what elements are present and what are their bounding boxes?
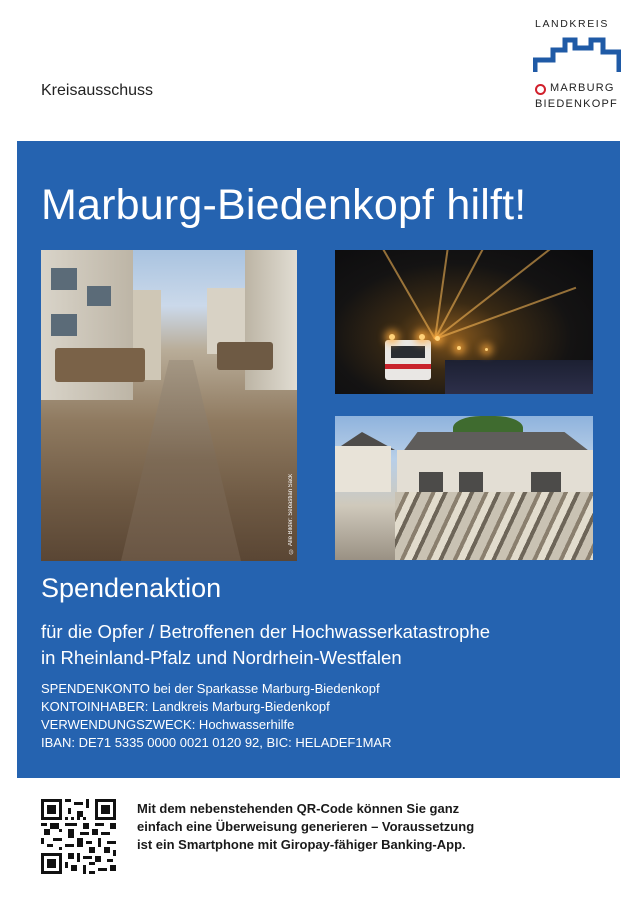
campaign-subtitle (41, 619, 490, 671)
muddy-road (121, 360, 241, 561)
account-holder-line: KONTOINHABER: Landkreis Marburg-Biedenkopf (41, 699, 330, 714)
photo-flooded-street (41, 250, 297, 561)
logo-line-biedenkopf: BIEDENKOPF (535, 98, 618, 110)
qr-instruction-line: ist ein Smartphone mit Giropay-fähiger Banking-App. (137, 837, 466, 852)
iban-line: IBAN: DE71 5335 0000 0021 0120 92, BIC: HELADEF1MAR (41, 735, 392, 750)
vehicle-light (457, 346, 461, 350)
debris-pile (55, 348, 145, 382)
bank-details (41, 680, 391, 752)
qr-instruction-line: einfach eine Überweisung generieren – Voraussetzung (137, 819, 475, 834)
subtitle-line: für die Opfer / Betroffenen der Hochwasserkatastrophe (41, 621, 491, 642)
rescue-van (385, 340, 431, 380)
campaign-title: Spendenaktion (41, 573, 222, 603)
campaign-panel (17, 141, 620, 778)
vehicle-light (435, 336, 440, 341)
logo-line-landkreis: LANDKREIS (535, 18, 609, 30)
window (51, 314, 77, 336)
house-left (335, 446, 391, 492)
photo-night-rescue (335, 250, 593, 394)
logo-ring-icon (535, 84, 546, 95)
photo-damaged-house (335, 416, 593, 560)
vehicle-light (389, 334, 395, 340)
photo-credit: © Alle Bilder: Sebastian Sack (288, 473, 294, 553)
bank-account-line: SPENDENKONTO bei der Sparkasse Marburg-Biedenkopf (41, 681, 380, 696)
window (87, 286, 111, 306)
qr-instruction-line: Mit dem nebenstehenden QR-Code können Sie ganz (137, 801, 460, 816)
vehicle-light (485, 348, 488, 351)
landkreis-logo (533, 16, 623, 116)
subtitle-line: in Rheinland-Pfalz und Nordrhein-Westfalen (41, 647, 402, 668)
vehicle-light (419, 334, 425, 340)
window (51, 268, 77, 290)
debris-pile (217, 342, 273, 370)
skyline-logo-icon (533, 36, 621, 76)
logo-line-marburg: MARBURG (550, 82, 615, 94)
van-window (391, 346, 425, 358)
qr-instructions (137, 800, 557, 854)
night-field (445, 360, 593, 394)
van-stripe (385, 364, 431, 369)
light-ray (434, 250, 553, 340)
department-label: Kreisausschuss (41, 82, 154, 99)
qr-code-icon (41, 799, 116, 874)
debris-heap (395, 492, 593, 560)
purpose-line: VERWENDUNGSZWECK: Hochwasserhilfe (41, 717, 295, 732)
light-ray (379, 250, 436, 340)
headline: Marburg-Biedenkopf hilft! (41, 181, 527, 229)
